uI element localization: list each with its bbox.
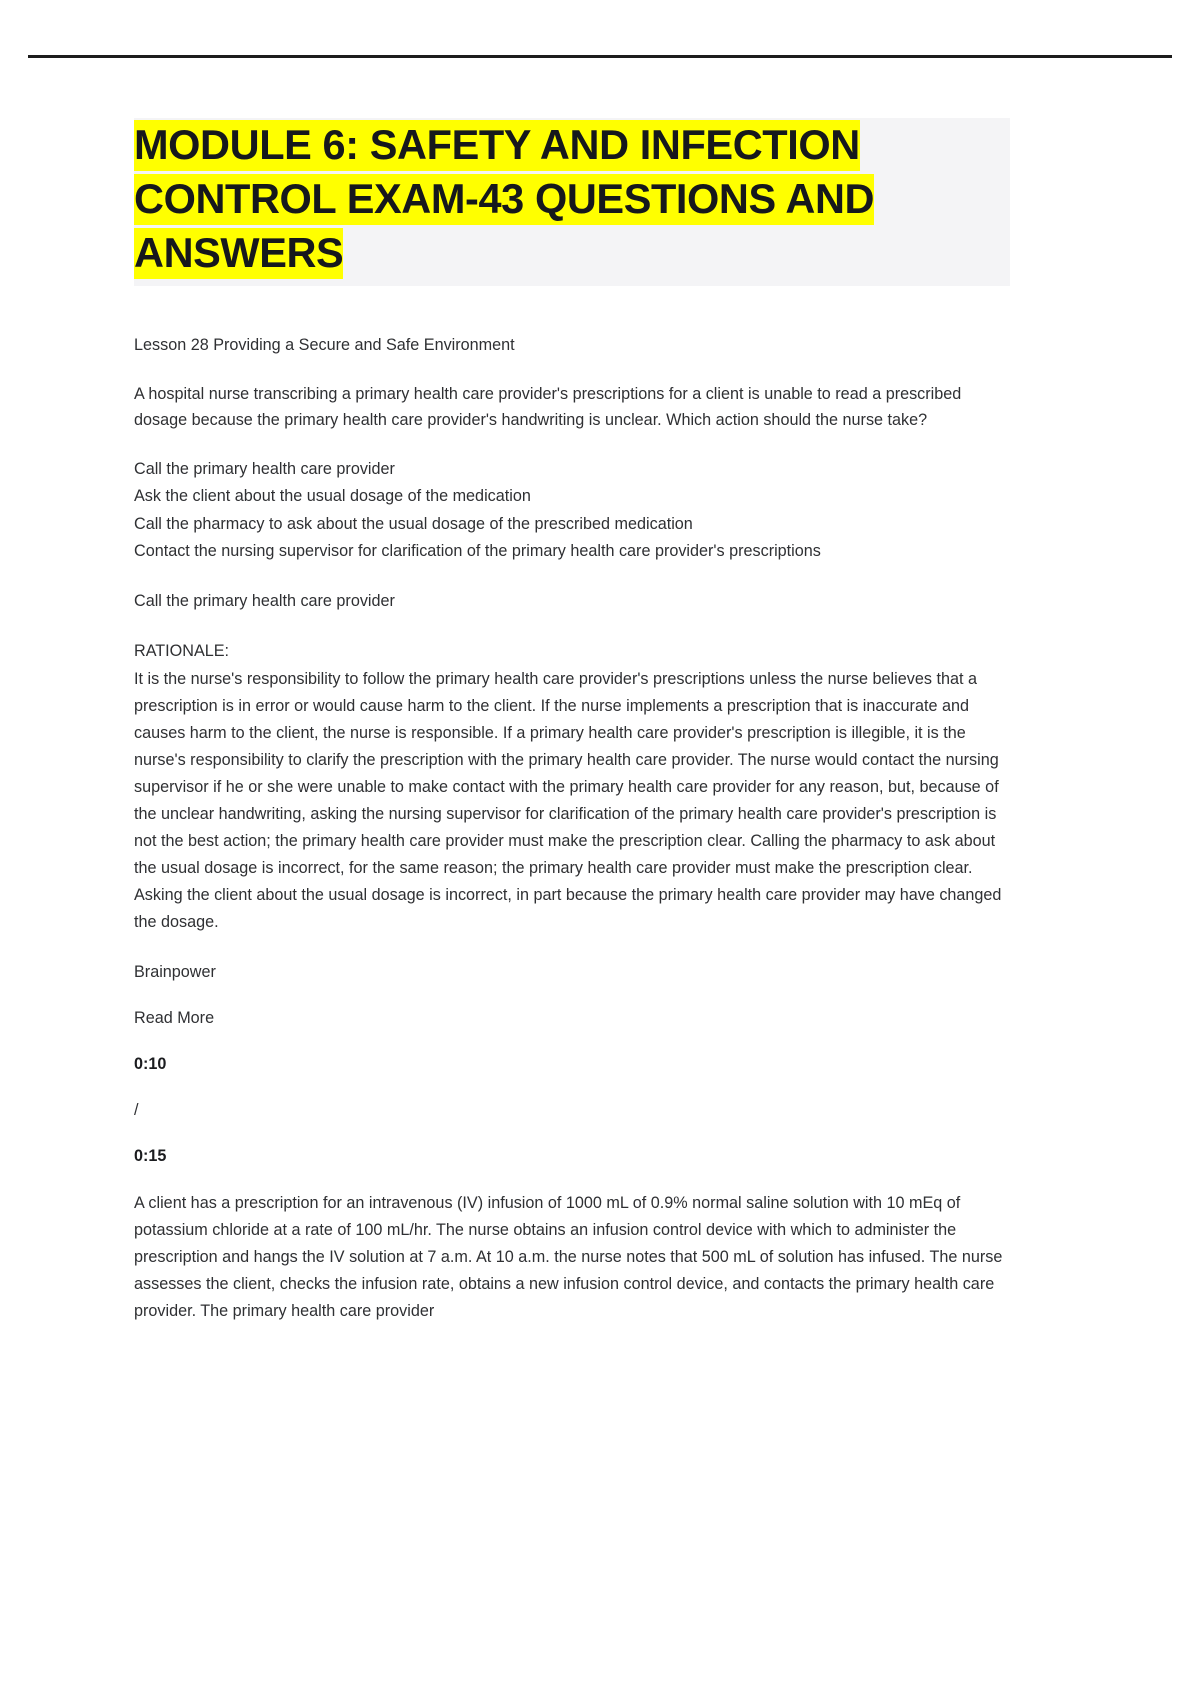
rationale-text: It is the nurse's responsibility to follow the primary health care provider's prescriptions unless the nurse believes that a prescription is in error or would cause harm to the client. If the nurse implements a prescription that is inaccurate and causes harm to the client, the nurse is responsible. If a primary health care provider's prescription is illegible, it is the nurse's responsibility to clarify the prescription with the primary health care provider. The nurse would contact the nursing supervisor if he or she were unable to make contact with the primary health care provider for any reason, but, because of the unclear handwriting, asking the nursing supervisor for clarification of the primary health care provider's prescription is not the best action; the primary health care provider must make the prescription clear. Calling the pharmacy to ask about the usual dosage is incorrect, for the same reason; the primary health care provider must make the prescription clear. Asking the client about the usual dosage is incorrect, in part because the primary health care provider may have changed the dosage. <box>134 669 1002 931</box>
media-current-time: 0:10 <box>134 1054 167 1073</box>
brainpower-label: Brainpower <box>134 962 216 981</box>
page-title-line-3: ANSWERS <box>134 228 343 279</box>
page-top-divider <box>28 55 1172 58</box>
lesson-heading: Lesson 28 Providing a Secure and Safe Environment <box>134 336 515 354</box>
page-title <box>134 118 964 280</box>
answer-option[interactable]: Ask the client about the usual dosage of the medication <box>134 487 531 505</box>
answer-option[interactable]: Contact the nursing supervisor for clarification of the primary health care provider's prescriptions <box>134 542 821 560</box>
question-text: A hospital nurse transcribing a primary health care provider's prescriptions for a client is unable to read a prescribed dosage because the primary health care provider's handwriting is unclear. Which action should the nurse take? <box>134 384 962 429</box>
document-content <box>134 118 1010 1325</box>
rationale-label: RATIONALE: <box>134 641 230 660</box>
read-more-link[interactable]: Read More <box>134 1008 215 1027</box>
media-total-time: 0:15 <box>134 1146 167 1165</box>
answer-option[interactable]: Call the pharmacy to ask about the usual dosage of the prescribed medication <box>134 514 693 533</box>
next-question-text: A client has a prescription for an intravenous (IV) infusion of 1000 mL of 0.9% normal saline solution with 10 mEq of potassium chloride at a rate of 100 mL/hr. The nurse obtains an infusion control device with which to administer the prescription and hangs the IV solution at 7 a.m. At 10 a.m. the nurse notes that 500 mL of solution has infused. The nurse assesses the client, checks the infusion rate, obtains a new infusion control device, and contacts the primary health care provider. The primary health care provider <box>134 1193 1003 1320</box>
answer-options-list <box>134 456 1010 566</box>
document-body <box>134 332 1010 1325</box>
page-title-line-2: CONTROL EXAM-43 QUESTIONS AND <box>134 174 874 225</box>
media-time-separator: / <box>134 1100 139 1119</box>
page-title-line-1: MODULE 6: SAFETY AND INFECTION <box>134 120 860 171</box>
answer-option[interactable]: Call the primary health care provider <box>134 459 395 478</box>
correct-answer: Call the primary health care provider <box>134 591 395 610</box>
